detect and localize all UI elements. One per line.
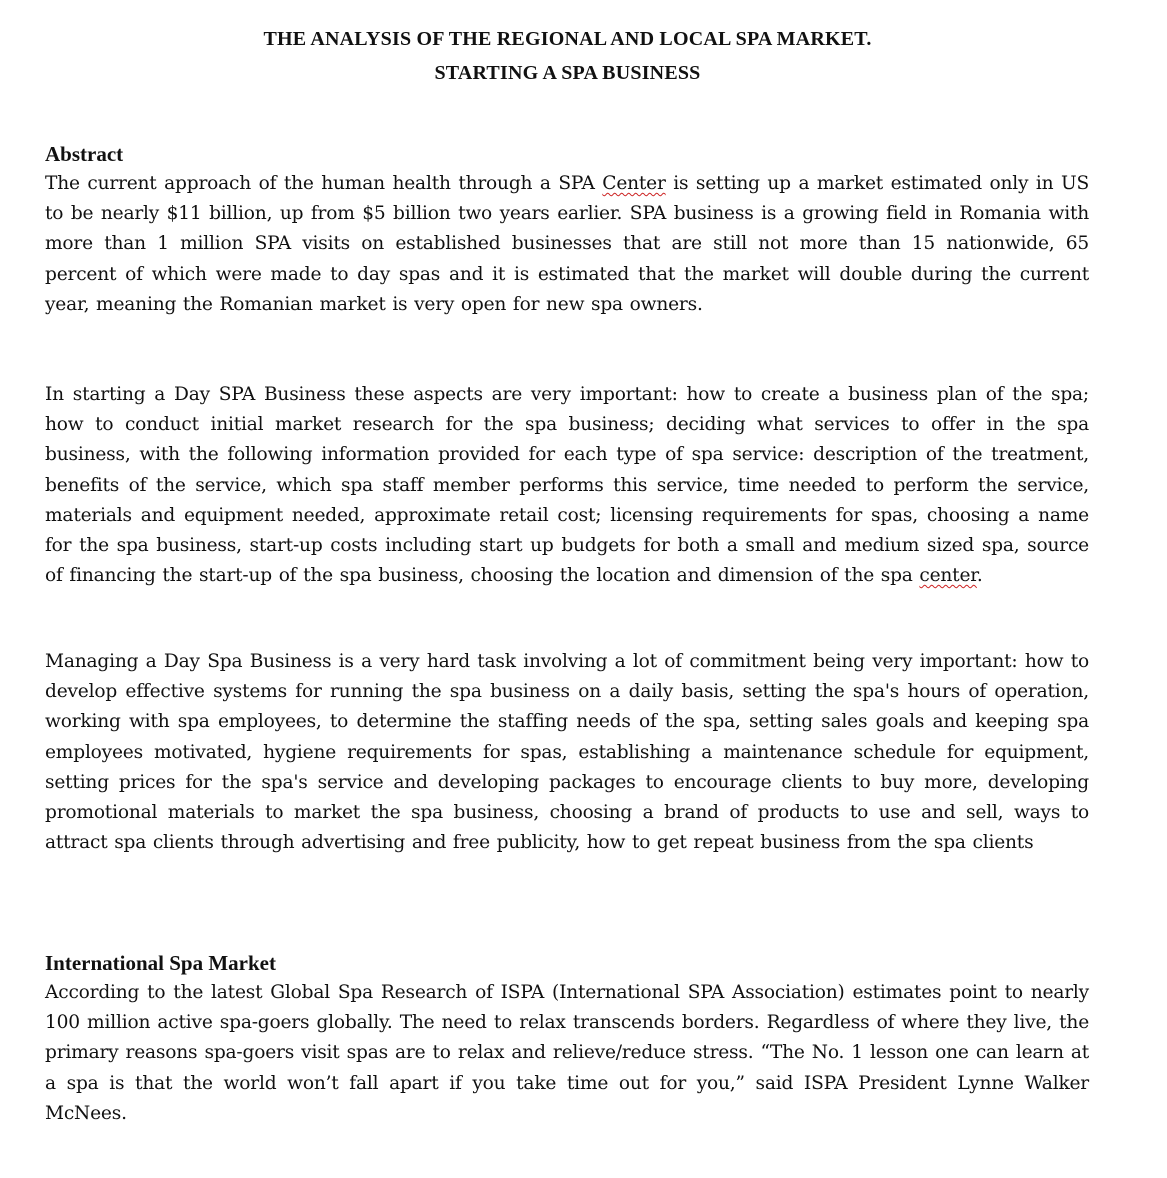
abstract-p2-text-a: In starting a Day SPA Business these aspects are very important: how to create a business plan of the spa; how to conduct initial market research for the spa business; deciding what services to offer in the spa business, with the following information provided for each type of spa service: description of the treatment, benefits of the service, which spa staff member performs this service, time needed to perform the service, materials and equipment needed, approximate retail cost; licensing requirements for spas, choosing a name for the spa business, start-up costs including start up budgets for both a small and medium sized spa, source of financing the start-up of the spa business, choosing the location and dimension of the spa bbox=[45, 384, 1089, 587]
abstract-p1-text-b: is setting up a market estimated only in US to be nearly $11 billion, up from $5 billion two years earlier. SPA business is a growing field in Romania with more than 1 million SPA visits on established businesses that are still not more than 15 nationwide, 65 percent of which were made to day spas and it is estimated that the market will double during the current year, meaning the Romanian market is very open for new spa owners. bbox=[45, 173, 1089, 315]
international-spa-market-heading: International Spa Market bbox=[45, 951, 276, 975]
abstract-paragraph-3: Managing a Day Spa Business is a very hard task involving a lot of commitment being very important: how to develop effective systems for running the spa business on a daily basis, setting the spa's hours of operation, working with spa employees, to determine the staffing needs of the spa, setting sales goals and keeping spa employees motivated, hygiene requirements for spas, establishing a maintenance schedule for equipment, setting prices for the spa's service and developing packages to encourage clients to buy more, developing promotional materials to market the spa business, choosing a brand of products to use and sell, ways to attract spa clients through advertising and free publicity, how to get repeat business from the spa clients bbox=[45, 651, 1089, 854]
abstract-paragraph-2 bbox=[45, 380, 1089, 591]
document-title-line-2: STARTING A SPA BUSINESS bbox=[434, 62, 701, 84]
abstract-paragraph-1 bbox=[45, 169, 1089, 320]
spelling-flag-center-2: center bbox=[919, 565, 977, 587]
abstract-p1-text-a: The current approach of the human health through a SPA bbox=[45, 173, 603, 194]
abstract-p2-text-b: . bbox=[976, 565, 983, 587]
international-spa-market-paragraph: According to the latest Global Spa Research of ISPA (International SPA Association) estimates point to nearly 100 million active spa-goers globally. The need to relax transcends borders. Regardless of where they live, the primary reasons spa-goers visit spas are to relax and relieve/reduce stress. “The No. 1 lesson one can learn at a spa is that the world won’t fall apart if you take time out for you,” said ISPA President Lynne Walker McNees. bbox=[45, 982, 1089, 1124]
abstract-heading: Abstract bbox=[45, 142, 124, 166]
document-title-line-1: THE ANALYSIS OF THE REGIONAL AND LOCAL SPA MARKET. bbox=[263, 28, 872, 50]
spelling-flag-center: Center bbox=[602, 173, 666, 194]
